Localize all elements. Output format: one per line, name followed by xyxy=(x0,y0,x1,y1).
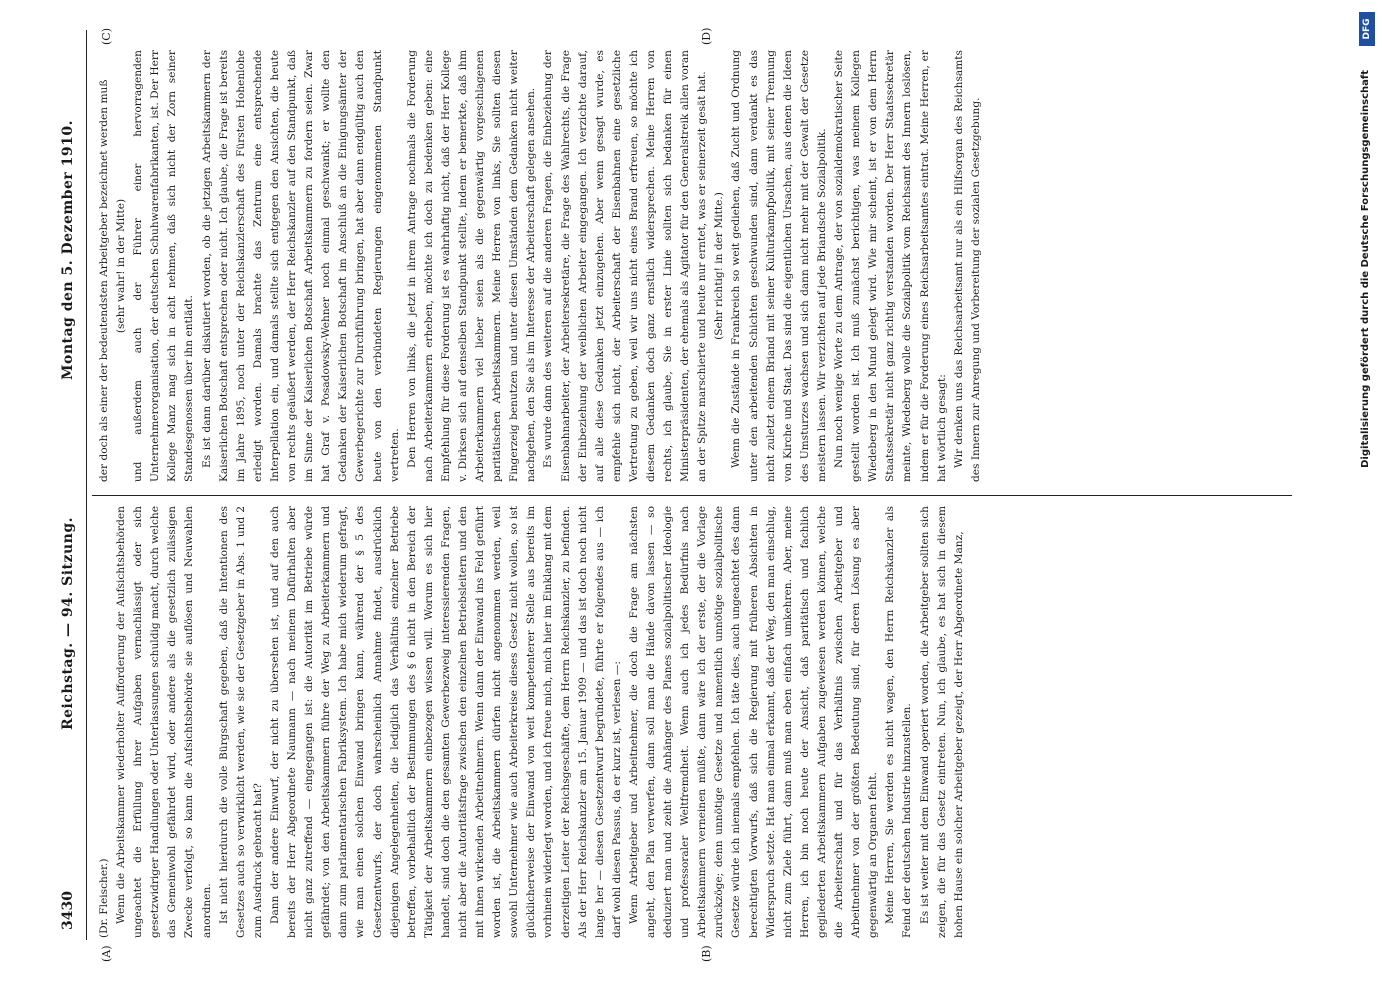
margin-mark-d: (D) xyxy=(700,27,713,45)
paragraph: Es ist weiter mit dem Einwand operiert worden, die Arbeitgeber sollten sich zeigen, die für das Gesetz eintreten. Nun, ich glaube, es hat sich in diesem hohen Hause ein solcher Arbeitgeber gezeigt, der Herr Abgeordnete Manz, xyxy=(918,506,965,938)
header-rule xyxy=(86,30,87,940)
paragraph: Es ist dann darüber diskutiert worden, ob die jetzigen Arbeitskammern der Kaiserlichen Botschaft entsprechen oder nicht. Ich glaube, die Frage ist bereits im Jahre 1895, noch unter der Reichskanzlerschaft des Fürsten Hohenlohe erledigt worden. Damals brachte das Zentrum eine entsprechende Interpellation ein, und damals stellte sich entgegen den Ansichten, die heute von rechts geäußert werden, der Herr Reichskanzler auf den Standpunkt, daß im Sinne der Kaiserlichen Botschaft Arbeitskammern zu fordern seien. Zwar hat Graf v. Posadowsky-Wehner noch einmal geschwankt; er wollte den Gedanken der Kaiserlichen Botschaft im Anschluß an die Einigungsämter der Gewerbegerichte zur Durchführung bringen, hat aber dann endgültig auch den heute von den verbündeten Regierungen eingenommenen Standpunkt vertreten. xyxy=(200,50,401,482)
paragraph: Meine Herren, Sie werden es nicht wagen, den Herrn Reichskanzler als Feind der deutschen Industrie hinzustellen. xyxy=(884,506,914,938)
paragraph: Ist nicht hierdurch die volle Bürgschaft gegeben, daß die Intentionen des Gesetzes auch so verwirklicht werden, wie sie der Gesetzgeber in Abs. 1 und 2 zum Ausdruck gebracht hat? xyxy=(217,506,264,938)
interjection: (sehr wahr! in der Mitte) xyxy=(115,198,128,334)
margin-mark-a: (A) xyxy=(100,945,113,962)
left-column xyxy=(96,506,968,938)
interjection: (Sehr richtig! in der Mitte.) xyxy=(713,192,726,340)
quoted-paragraph: Wir denken uns das Reichsarbeitsamt nur als ein Hilfsorgan des Reichsamts des Innern zur Anregung und Vorbereitung der sozialen Gesetzgebung. xyxy=(952,50,982,482)
paragraph: der doch als einer der bedeutendsten Arbeitgeber bezeichnet werden muß xyxy=(98,79,110,482)
margin-mark-b: (B) xyxy=(700,945,713,962)
paragraph: Wenn die Arbeitskammer wiederholter Aufforderung der Aufsichtsbehörden ungeachtet die Erfüllung ihrer Aufgaben vernachlässigt oder sich gesetzwidriger Handlungen oder Unterlassungen schuldig macht, durch welche das Gemeinwohl gefährdet wird, oder andere als die gesetzlich zulässigen Zwecke verfolgt, so kann die Aufsichtsbehörde sie auflösen und Neuwahlen anordnen. xyxy=(115,506,213,938)
quoted-paragraph: Wenn Arbeitgeber und Arbeitnehmer, die doch die Frage am nächsten angeht, den Plan verwerfen, dann soll man die Hände davon lassen — so deduziert man und zeiht die Anhänger des Planes sozialpolitischer Ideologie und professoraler Weltfremdheit. Wenn auch ich jedes Bedürfnis nach Arbeitskammern verneinen müßte, dann wäre ich der erste, der die Vorlage zurückzöge; denn unnötige Gesetze und namentlich unnötige sozialpolitische Gesetze würde ich niemals empfehlen. Ich täte dies, auch ungeachtet des dann berechtigten Vorwurfs, daß sich die Regierung mit früheren Absichten in Widerspruch setzte. Hat man einmal erkannt, daß der Weg, den man einschlug, nicht zum Ziele führt, dann muß man eben einfach umkehren. Aber, meine Herren, ich bin noch heute der Ansicht, daß paritätisch und fachlich gegliederten Arbeitskammern Aufgaben zugewiesen werden können, welche die Arbeiterschaft und für das Verhältnis zwischen Arbeitgeber und Arbeitnehmer von der größten Bedeutung sind, für deren Lösung es aber gegenwärtig an Organen fehlt. xyxy=(627,506,880,938)
digitization-note xyxy=(1355,10,1377,990)
right-column xyxy=(96,50,985,482)
paragraph: Den Herren von links, die jetzt in ihrem Antrage nochmals die Forderung nach Arbeiterkammern erheben, möchte ich doch zu bedenken geben: eine Empfehlung für diese Forderung ist es wahrhaftig nicht, daß der Herr Kollege v. Dirksen sich auf denselben Standpunkt stellte, indem er bemerkte, daß ihm Arbeiterkammern viel lieber seien als die gegenwärtig vorgeschlagenen paritätischen Arbeitskammern. Meine Herren von links, Sie sollten diesen Fingerzeig benutzen und unter diesen Umständen dem Gedanken nicht weiter nachgehen, den Sie als im Interesse der Arbeiterschaft gelegen ansehen. xyxy=(405,50,538,482)
page-number: 3430 xyxy=(60,891,76,930)
session-title: Reichstag. — 94. Sitzung. xyxy=(60,517,76,730)
dfg-logo-text: DFG xyxy=(1362,18,1372,40)
digitization-text: Digitalisierung gefördert durch die Deutsche Forschungsgemeinschaft xyxy=(1360,70,1371,468)
paragraph: Wenn die Zustände in Frankreich so weit gediehen, daß Zucht und Ordnung unter den arbeitenden Schichten geschwunden sind, dann verdankt es das nicht zuletzt einem Briand mit seiner Kulturkampfpolitik, mit seiner Trennung von Kirche und Staat. Das sind die eigentlichen Ursachen, aus denen die Ideen des Umsturzes wachsen und sich dann nicht mehr mit der Gewalt der Gesetze meistern lassen. Wir verzichten auf jede Briandsche Sozialpolitik. xyxy=(730,50,828,482)
paragraph: Dann der andere Einwurf, der nicht zu übersehen ist, und auf den auch bereits der Herr Abgeordnete Naumann — nach meinem Dafürhalten aber nicht ganz zutreffend — eingegangen ist: die Autorität im Betriebe würde gefährdet; von den Arbeitskammern führe der Weg zu Arbeiterkammern und dann zum parlamentarischen Fabriksystem. Ich habe mich wiederum gefragt, wie man einen solchen Einwand bringen kann, während der § 5 des Gesetzentwurfs, der doch wahrscheinlich Annahme findet, ausdrücklich diejenigen Angelegenheiten, die lediglich das Verhältnis einzelner Betriebe betreffen, vorbehaltlich der Bestimmungen des § 6 nicht in den Bereich der Tätigkeit der Arbeitskammern einbezogen wissen will. Worum es sich hier handelt, sind doch die den gesamten Gewerbezweig interessierenden Fragen, nicht aber die Autoritätsfrage zwischen den einzelnen Betriebsleitern und den mit ihnen wirkenden Arbeitnehmern. Wenn dann der Einwand ins Feld geführt worden ist, die Arbeitskammern dürfen nicht angenommen werden, weil sowohl Unternehmer wie auch Arbeiterkreise dieses Gesetz nicht wollen, so ist glücklicherweise der Einwand von weit kompetenterer Stelle aus bereits im vorhinein widerlegt worden, und ich freue mich, mich hier im Einklang mit dem derzeitigen Leiter der Reichsgeschäfte, dem Herrn Reichskanzler, zu befinden. Als der Herr Reichskanzler am 15. Januar 1909 — und das ist doch noch nicht lange her — diesen Gesetzentwurf begründete, führte er folgendes aus — ich darf wohl diesen Passus, da er kurz ist, verlesen —: xyxy=(268,506,623,938)
dfg-logo xyxy=(1359,12,1375,46)
speaker-label: (Dr. Fleischer.) xyxy=(98,858,110,938)
column-divider xyxy=(92,495,1292,496)
session-date: Montag den 5. Dezember 1910. xyxy=(60,120,76,380)
paragraph: Es wurde dann des weiteren auf die anderen Fragen, die Einbeziehung der Eisenbahnarbeiter, der Arbeitersekretäre, die Frage des Wahlrechts, die Frage der Einbeziehung der weiblichen Arbeiter eingegangen. Ich verzichte darauf, auf alle diese Gedanken jetzt einzugehen. Aber wenn gesagt wurde, es empfehle sich nicht, der Arbeiterschaft der Eisenbahnen eine gesetzliche Vertretung zu geben, weil wir uns nicht eines Brand erfreuen, so möchte ich diesem Gedanken doch ganz ernstlich widersprechen. Meine Herren von rechts, ich glaube, Sie in erster Linie sollten sich bedanken für einen Ministerpräsidenten, der ehemals als Agitator für den Generalstreik allen voran an der Spitze marschierte und heute nur erntet, was er seinerzeit gesät hat. xyxy=(542,50,709,482)
page-header xyxy=(60,20,84,970)
paragraph: Nun noch wenige Worte zu dem Antrage, der von sozialdemokratischer Seite gestellt worden ist. Ich muß zunächst berichtigen, was meinem Kollegen Wiedeberg in den Mund gelegt wird. Wie mir scheint, ist er von dem Herrn Staatssekretär nicht ganz richtig verstanden worden. Der Herr Staatssekretär meinte, Wiedeberg wolle die Sozialpolitik vom Reichsamt des Innern loslösen, indem er für die Forderung eines Reichsarbeitsamtes eintrat. Meine Herren, er hat wörtlich gesagt: xyxy=(833,50,948,482)
margin-mark-c: (C) xyxy=(100,28,113,45)
paragraph: und außerdem auch der Führer einer hervorragenden Unternehmerorganisation, der deutschen Schuhwarenfabrikanten, ist. Der Herr Kollege Manz mag sich in acht nehmen, daß sich nicht der Zorn seiner Standesgenossen über ihn entlädt. xyxy=(132,50,196,482)
